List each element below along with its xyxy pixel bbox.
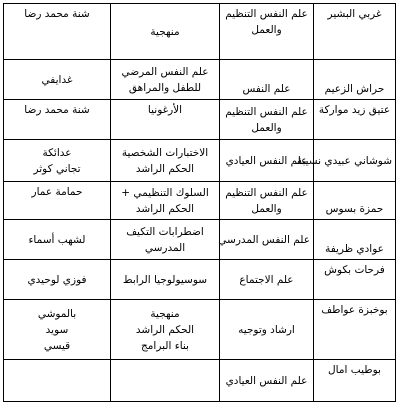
table-row	[4, 182, 396, 220]
table-row	[4, 4, 396, 60]
cell-text: الحكم الراشد	[135, 202, 195, 215]
table-row	[4, 60, 396, 100]
cell-field	[220, 100, 314, 140]
cell-text: بالموشي	[37, 307, 77, 320]
cell-text: علم النفس العيادي	[225, 154, 308, 167]
cell-other	[4, 260, 111, 300]
cell-topic	[111, 300, 220, 360]
cell-topic	[111, 220, 220, 260]
cell-field	[220, 260, 314, 300]
cell-text: شنة محمد رضا	[24, 104, 90, 116]
cell-field	[220, 300, 314, 360]
cell-field	[220, 220, 314, 260]
cell-topic	[111, 4, 220, 60]
cell-text: حراش الزعيم	[324, 83, 385, 95]
cell-field	[220, 140, 314, 182]
cell-text: الاختبارات الشخصية	[121, 146, 209, 159]
cell-text: عتيق زيد مواركة	[318, 104, 391, 116]
cell-topic	[111, 260, 220, 300]
cell-name	[314, 182, 396, 220]
assignments-table-body	[4, 4, 396, 402]
cell-name	[314, 260, 396, 300]
cell-text: بناء البرامج	[141, 339, 189, 352]
cell-text: بوخبزة عواطف	[321, 304, 388, 316]
cell-text: لشهب أسماء	[28, 233, 86, 246]
cell-text: علم النفس المرضي	[121, 65, 209, 78]
cell-text: حمامة عمار	[31, 186, 83, 198]
cell-field	[220, 182, 314, 220]
cell-text: تجاني كوثر	[33, 162, 81, 175]
cell-text: علم النفس التنظيم	[225, 105, 308, 118]
cell-text: قيسي	[43, 339, 71, 352]
cell-name	[314, 4, 396, 60]
cell-text: علم النفس	[242, 83, 291, 95]
cell-text: والعمل	[251, 121, 282, 134]
cell-text: منهجية	[150, 25, 180, 38]
table-row	[4, 140, 396, 182]
table-row	[4, 100, 396, 140]
cell-other	[4, 4, 111, 60]
cell-name	[296, 140, 396, 182]
cell-text: الحكم الراشد	[135, 162, 195, 175]
cell-other	[4, 300, 111, 360]
assignments-table	[3, 3, 396, 402]
cell-text: الحكم الراشد	[135, 323, 195, 336]
cell-text: عوادي ظريفة	[325, 243, 384, 255]
table-row	[4, 300, 396, 360]
cell-topic	[111, 100, 220, 140]
cell-other	[4, 182, 111, 220]
cell-text: بوطيب امال	[328, 364, 381, 376]
cell-text: المدرسي	[144, 241, 186, 254]
cell-text: سوسيولوجيا الرابط	[122, 273, 208, 286]
cell-text: علم النفس التنظيم	[225, 8, 308, 20]
cell-topic	[111, 140, 220, 182]
cell-other	[4, 140, 111, 182]
cell-text: غدايفي	[41, 73, 73, 86]
cell-other	[4, 100, 111, 140]
cell-text: علم الاجتماع	[239, 273, 294, 286]
cell-text: السلوك التنظيمي +	[121, 186, 209, 199]
cell-other	[4, 220, 111, 260]
cell-name	[314, 60, 396, 100]
cell-text: شنة محمد رضا	[24, 8, 90, 20]
table-row	[4, 360, 396, 402]
cell-text: للطفل والمراهق	[128, 81, 202, 94]
cell-topic	[111, 60, 220, 100]
cell-text: والعمل	[251, 24, 282, 36]
cell-other	[4, 60, 111, 100]
cell-name	[314, 100, 396, 140]
cell-text: حمزة بسوس	[325, 203, 384, 215]
cell-text: عدائكة	[42, 146, 72, 159]
cell-name	[314, 360, 396, 402]
cell-topic	[111, 360, 220, 402]
cell-text: منهجية	[150, 307, 180, 320]
cell-text: سويد	[45, 323, 69, 336]
cell-field	[220, 4, 314, 60]
cell-name	[314, 220, 396, 260]
cell-name	[314, 300, 396, 360]
cell-text: والعمل	[251, 202, 282, 215]
cell-field	[220, 360, 314, 402]
table-row	[4, 260, 396, 300]
cell-text: علم النفس التنظيم	[225, 186, 308, 199]
cell-field	[220, 60, 314, 100]
cell-text: علم النفس العيادي	[225, 374, 308, 387]
cell-text: شوشاني عبيدي نسيبة	[296, 154, 392, 167]
cell-topic	[111, 182, 220, 220]
cell-text: فوزي لوحيدي	[27, 273, 87, 286]
cell-text: ارشاد وتوجيه	[238, 323, 295, 336]
cell-text: علم النفس المدرسي	[218, 233, 310, 246]
cell-other	[4, 360, 111, 402]
cell-text: اضطرابات التكيف	[126, 225, 204, 238]
cell-text: الأرغونيا	[147, 104, 183, 116]
cell-text: غربي البشير	[327, 8, 382, 20]
cell-text: فرحات بكوش	[324, 264, 385, 276]
table-row	[4, 220, 396, 260]
